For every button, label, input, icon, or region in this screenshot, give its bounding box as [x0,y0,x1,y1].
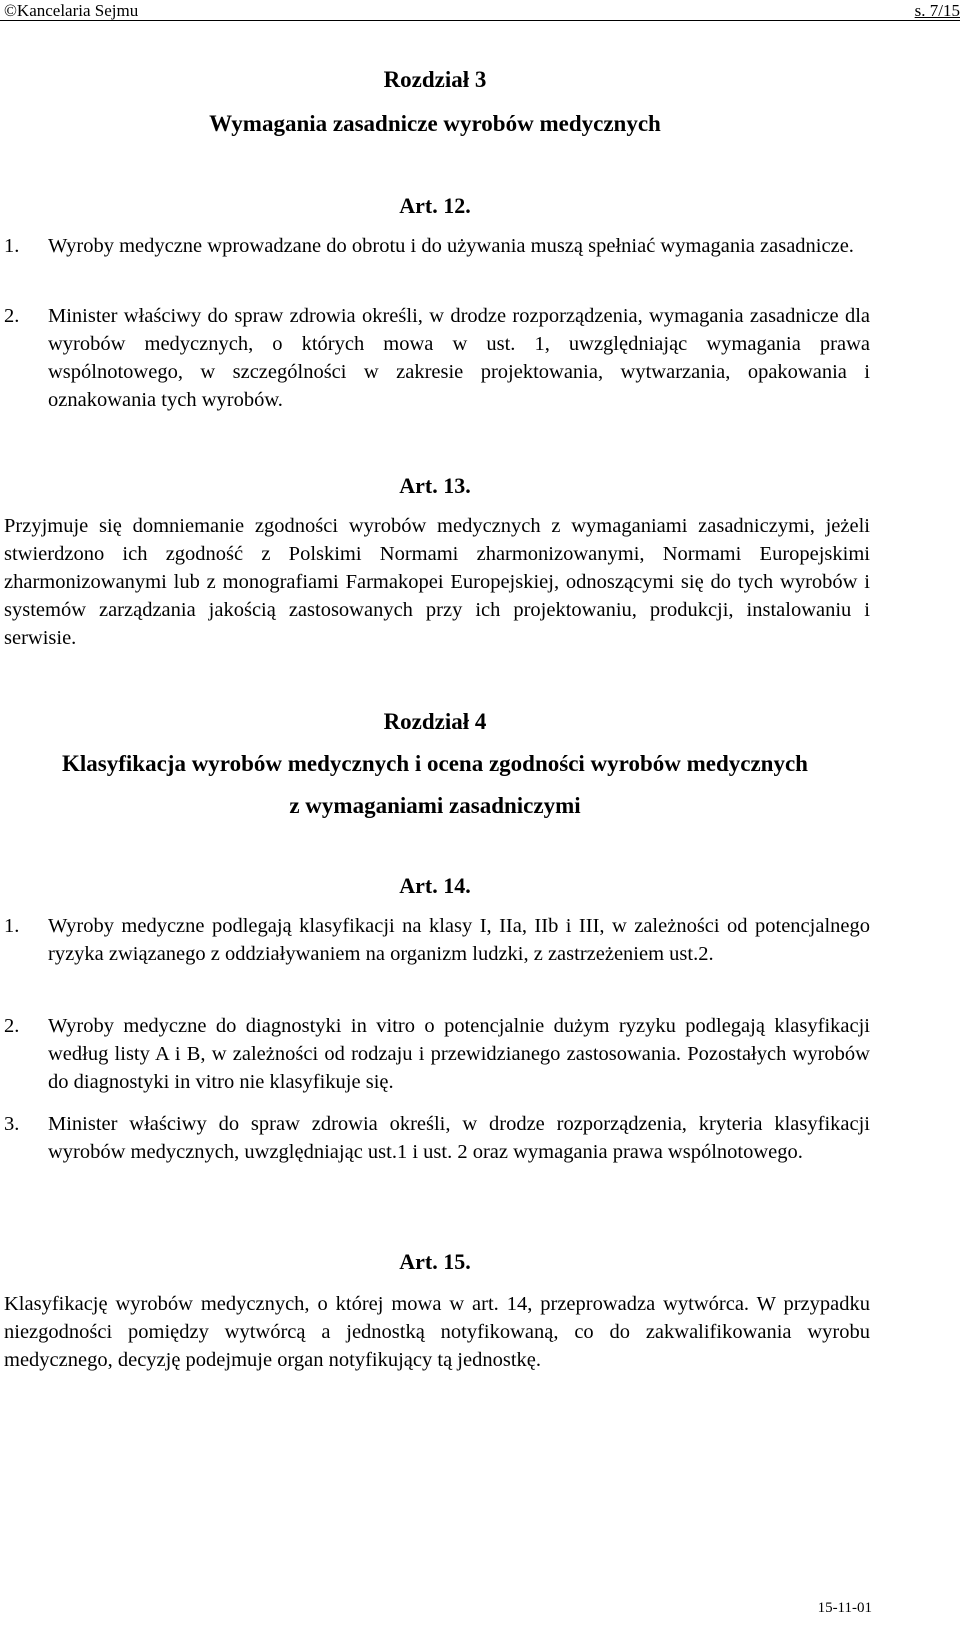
art-14-item-1 [4,912,870,968]
item-number: 1. [4,235,20,257]
chapter-4-subtitle-line-2: z wymaganiami zasadniczymi [289,793,581,818]
page-number: s. 7/15 [914,1,960,20]
item-number: 2. [4,305,20,327]
item-text: Minister właściwy do spraw zdrowia określi, w drodze rozporządzenia, wymagania zasadnicze dla wyrobów medycznych, o których mowa w ust. 1, uwzględniając wymagania prawa wspólnotowego, w szczególności w zakresie projektowania, wytwarzania, opakowania i oznakowania tych wyrobów. [48,305,870,411]
art-12-item-1 [4,232,870,260]
chapter-3-title: Rozdział 3 [383,67,487,92]
chapter-3-subtitle: Wymagania zasadnicze wyrobów medycznych [209,111,661,136]
art-15-text: Klasyfikację wyrobów medycznych, o której mowa w art. 14, przeprowadza wytwórca. W przypadku niezgodności pomiędzy wytwórcą a jednostką notyfikowaną, co do zakwalifikowania wyrobu medycznego, decyzję podejmuje organ notyfikujący tą jednostkę. [4,1293,870,1371]
copyright-label: ©Kancelaria Sejmu [4,1,139,20]
item-text: Wyroby medyczne podlegają klasyfikacji na klasy I, IIa, IIb i III, w zależności od potencjalnego ryzyka związanego z oddziaływaniem na organizm ludzki, z zastrzeżeniem ust.2. [48,915,870,965]
page-header [0,0,960,22]
art-14-item-2 [4,1012,870,1096]
art-15-title: Art. 15. [399,1249,471,1274]
item-text: Wyroby medyczne do diagnostyki in vitro o potencjalnie dużym ryzyku podlegają klasyfikacji według listy A i B, w zależności od rodzaju i przewidzianego zastosowania. Pozostałych wyrobów do diagnostyki in vitro nie klasyfikuje się. [48,1015,870,1093]
item-text: Wyroby medyczne wprowadzane do obrotu i do używania muszą spełniać wymagania zasadnicze. [48,235,854,257]
item-text: Minister właściwy do spraw zdrowia określi, w drodze rozporządzenia, kryteria klasyfikacji wyrobów medycznych, uwzględniając ust.1 i ust. 2 oraz wymagania prawa wspólnotowego. [48,1113,870,1163]
art-12-title: Art. 12. [399,193,471,218]
art-14-title: Art. 14. [399,873,471,898]
footer-date: 15-11-01 [817,1600,872,1616]
art-13-title: Art. 13. [399,473,471,498]
item-number: 2. [4,1015,20,1037]
art-13-text: Przyjmuje się domniemanie zgodności wyrobów medycznych z wymaganiami zasadniczymi, jeżeli stwierdzono ich zgodność z Polskimi Normami zharmonizowanymi, Normami Europejskimi zharmonizowanymi lub z monografiami Farmakopei Europejskiej, odnoszącymi się do tych wyrobów i systemów zarządzania jakością zastosowanych przy ich projektowaniu, produkcji, instalowaniu i serwisie. [4,515,870,649]
art-12-item-2 [4,302,870,414]
chapter-4-subtitle-line-1: Klasyfikacja wyrobów medycznych i ocena zgodności wyrobów medycznych [62,751,808,776]
art-14-item-3 [4,1110,870,1166]
chapter-4-title: Rozdział 4 [383,709,487,734]
item-number: 3. [4,1113,20,1135]
item-number: 1. [4,915,20,937]
header-divider [0,20,960,21]
